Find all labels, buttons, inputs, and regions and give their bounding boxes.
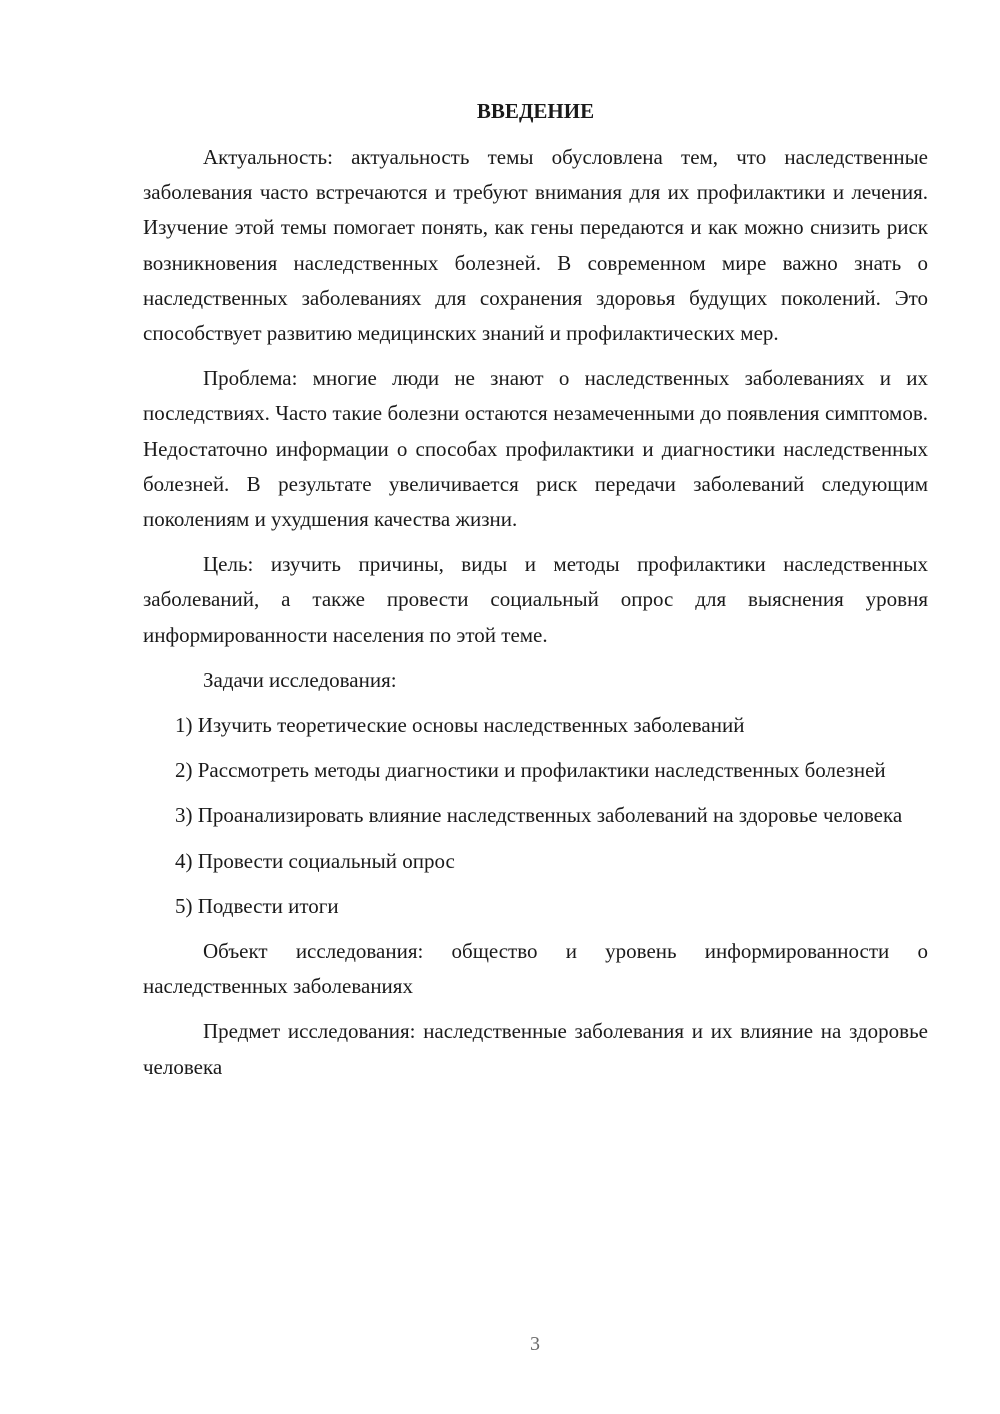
section-title: ВВЕДЕНИЕ — [476, 99, 595, 123]
paragraph-subject: Предмет исследования: наследственные заболевания и их влияние на здоровье человека — [143, 1019, 928, 1079]
paragraph-problem: Проблема: многие люди не знают о наследственных заболеваниях и их последствиях. Часто такие болезни остаются незамеченными до появления симптомов. Недостаточно информации о способах профилактики и диагностики наследственных болезней. В результате увеличивается риск передачи заболеваний следующим поколениям и ухудшения качества жизни. — [143, 366, 928, 532]
paragraph-goal: Цель: изучить причины, виды и методы профилактики наследственных заболеваний, а также провести социальный опрос для выяснения уровня информированности населения по этой теме. — [143, 552, 928, 647]
task-item-2: 2) Рассмотреть методы диагностики и профилактики наследственных болезней — [175, 758, 886, 783]
page-number: 3 — [530, 1333, 540, 1355]
task-item-1: 1) Изучить теоретические основы наследственных заболеваний — [175, 713, 745, 738]
document-page — [143, 96, 928, 1095]
task-item-4: 4) Провести социальный опрос — [175, 848, 455, 873]
tasks-heading: Задачи исследования: — [203, 667, 397, 692]
paragraph-relevance: Актуальность: актуальность темы обусловлена тем, что наследственные заболевания часто встречаются и требуют внимания для их профилактики и лечения. Изучение этой темы помогает понять, как гены передаются и как можно снизить риск возникновения наследственных болезней. В современном мире важно знать о наследственных заболеваниях для сохранения здоровья будущих поколений. Это способствует развитию медицинских знаний и профилактических мер. — [143, 145, 928, 346]
task-item-3: 3) Проанализировать влияние наследственных заболеваний на здоровье человека — [175, 803, 903, 828]
paragraph-object: Объект исследования: общество и уровень информированности о наследственных заболеваниях — [143, 939, 928, 999]
task-item-5: 5) Подвести итоги — [175, 893, 339, 918]
